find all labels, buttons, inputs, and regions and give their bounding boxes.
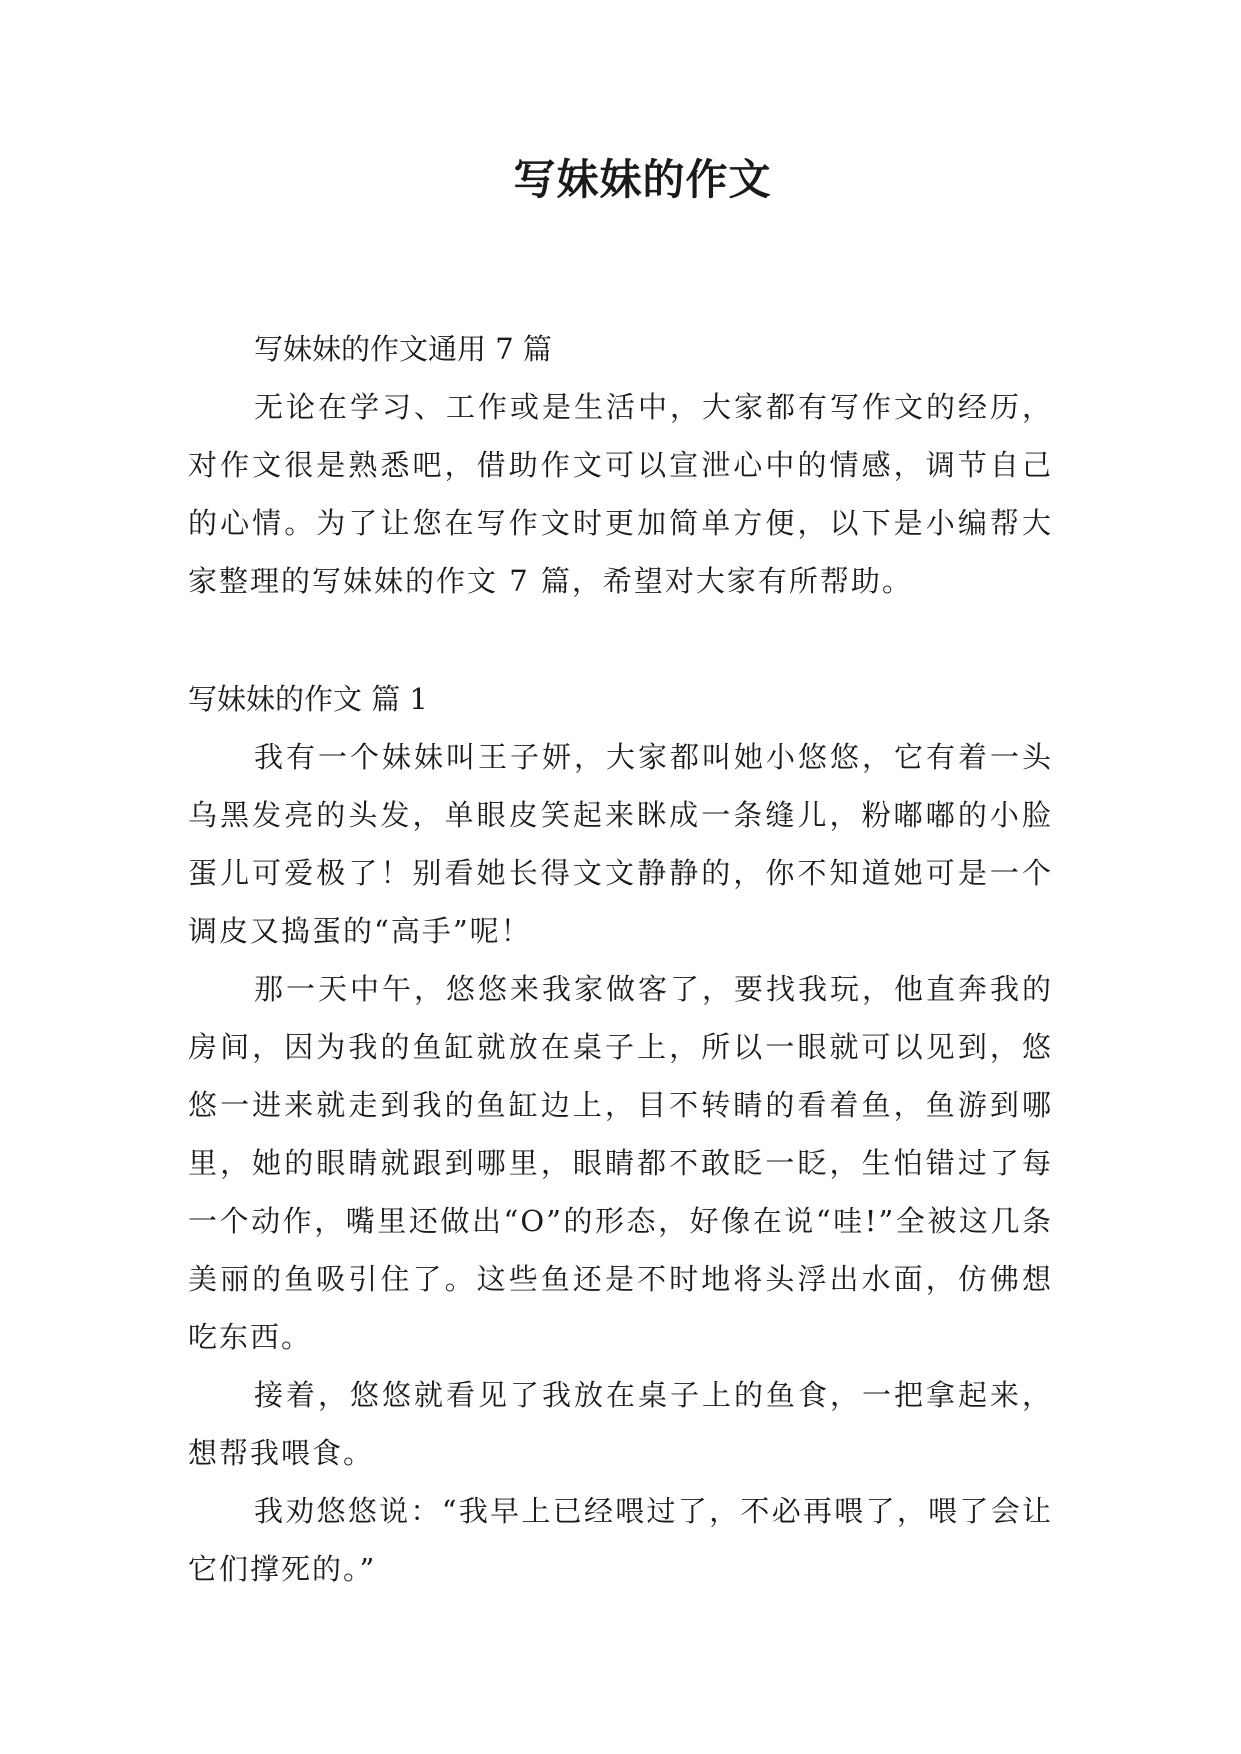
document-subtitle: 写妹妹的作文通用 7 篇 xyxy=(254,332,552,366)
body-paragraph-1: 我有一个妹妹叫王子妍，大家都叫她小悠悠，它有着一头乌黑发亮的头发，单眼皮笑起来眯成一条缝儿，粉嘟嘟的小脸蛋儿可爱极了！别看她长得文文静静的，你不知道她可是一个调皮又捣蛋的“高手”呢！ xyxy=(188,740,1053,948)
section-heading: 写妹妹的作文 篇 1 xyxy=(188,682,428,716)
body-paragraph-4: 我劝悠悠说：“我早上已经喂过了，不必再喂了，喂了会让它们撑死的。” xyxy=(188,1494,1053,1586)
document-title: 写妹妹的作文 xyxy=(513,155,772,204)
body-paragraph-3: 接着，悠悠就看见了我放在桌子上的鱼食，一把拿起来，想帮我喂食。 xyxy=(188,1378,1053,1470)
intro-paragraph: 无论在学习、工作或是生活中，大家都有写作文的经历，对作文很是熟悉吧，借助作文可以宣泄心中的情感，调节自己的心情。为了让您在写作文时更加简单方便，以下是小编帮大家整理的写妹妹的作文 7 篇，希望对大家有所帮助。 xyxy=(188,390,1053,598)
body-paragraph-2: 那一天中午，悠悠来我家做客了，要找我玩，他直奔我的房间，因为我的鱼缸就放在桌子上，所以一眼就可以见到，悠悠一进来就走到我的鱼缸边上，目不转睛的看着鱼，鱼游到哪里，她的眼睛就跟到哪里，眼睛都不敢眨一眨，生怕错过了每一个动作，嘴里还做出“O”的形态，好像在说“哇!”全被这几条美丽的鱼吸引住了。这些鱼还是不时地将头浮出水面，仿佛想吃东西。 xyxy=(188,972,1053,1354)
